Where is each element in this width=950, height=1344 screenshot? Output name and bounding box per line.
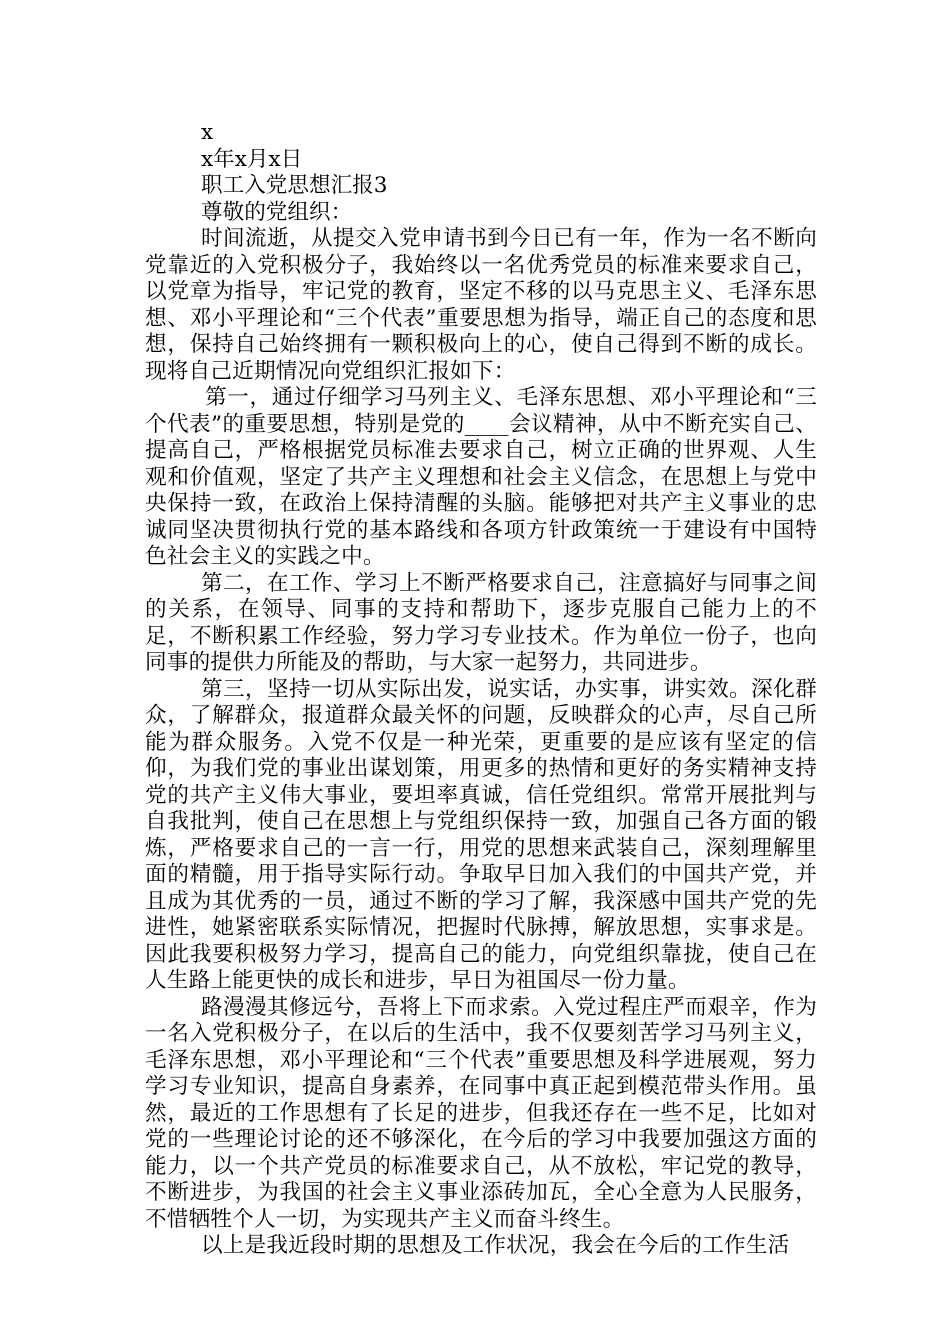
paragraph-second-point: 第二，在工作、学习上不断严格要求自己，注意搞好与同事之间的关系，在领导、同事的支持和帮助下，逐步克服自己能力上的不足，不断积累工作经验，努力学习专业技术。作为单位一份子，也向同事的提供力所能及的帮助，与大家一起努力，共同进步。 [145, 570, 817, 675]
paragraph-intro: 时间流逝，从提交入党申请书到今日已有一年，作为一名不断向党靠近的入党积极分子，我始终以一名优秀党员的标准来要求自己，以党章为指导，牢记党的教育，坚定不移的以马克思主义、毛泽东思想、邓小平理论和“三个代表”重要思想为指导，端正自己的态度和思想，保持自己始终拥有一颗积极向上的心，使自己得到不断的成长。现将自己近期情况向党组织汇报如下： [145, 226, 817, 384]
author-name: x [201, 120, 214, 145]
document-page [145, 120, 817, 1260]
document-title: 职工入党思想汇报3 [201, 173, 388, 198]
document-date: x年x月x日 [201, 146, 303, 172]
paragraph-third-point: 第三，坚持一切从实际出发，说实话，办实事，讲实效。深化群众，了解群众，报道群众最关怀的问题，反映群众的心声，尽自己所能为群众服务。入党不仅是一种光荣，更重要的是应该有坚定的信仰，为我们党的事业出谋划策，用更多的热情和更好的务实精神支持党的共产主义伟大事业，要坦率真诚，信任党组织。常常开展批判与自我批判，使自己在思想上与党组织保持一致，加强自己各方面的锻炼，严格要求自己的一言一行，用党的思想来武装自己，深刻理解里面的精髓，用于指导实际行动。争取早日加入我们的中国共产党，并且成为其优秀的一员，通过不断的学习了解，我深感中国共产党的先进性，她紧密联系实际情况，把握时代脉搏，解放思想，实事求是。因此我要积极努力学习，提高自己的能力，向党组织靠拢，使自己在人生路上能更快的成长和进步，早日为祖国尽一份力量。 [145, 676, 817, 993]
salutation: 尊敬的党组织： [201, 199, 353, 225]
paragraph-closing: 以上是我近段时期的思想及工作状况，我会在今后的工作生活 [201, 1233, 790, 1258]
paragraph-resolution: 路漫漫其修远兮，吾将上下而求索。入党过程庄严而艰辛，作为一名入党积极分子，在以后的生活中，我不仅要刻苦学习马列主义，毛泽东思想，邓小平理论和“三个代表”重要思想及科学进展观，努力学习专业知识，提高自身素养，在同事中真正起到模范带头作用。虽然，最近的工作思想有了长足的进步，但我还存在一些不足，比如对党的一些理论讨论的还不够深化，在今后的学习中我要加强这方面的能力，以一个共产党员的标准要求自己，从不放松，牢记党的教导，不断进步，为我国的社会主义事业添砖加瓦，全心全意为人民服务，不惜牺牲个人一切，为实现共产主义而奋斗终生。 [145, 994, 817, 1232]
paragraph-first-point: 第一，通过仔细学习马列主义、毛泽东思想、邓小平理论和“三个代表”的重要思想，特别是党的____会议精神，从中不断充实自己、提高自己，严格根据党员标准去要求自己，树立正确的世界观、人生观和价值观，坚定了共产主义理想和社会主义信念，在思想上与党中央保持一致，在政治上保持清醒的头脑。能够把对共产主义事业的忠诚同坚决贯彻执行党的基本路线和各项方针政策统一于建设有中国特色社会主义的实践之中。 [145, 385, 817, 569]
